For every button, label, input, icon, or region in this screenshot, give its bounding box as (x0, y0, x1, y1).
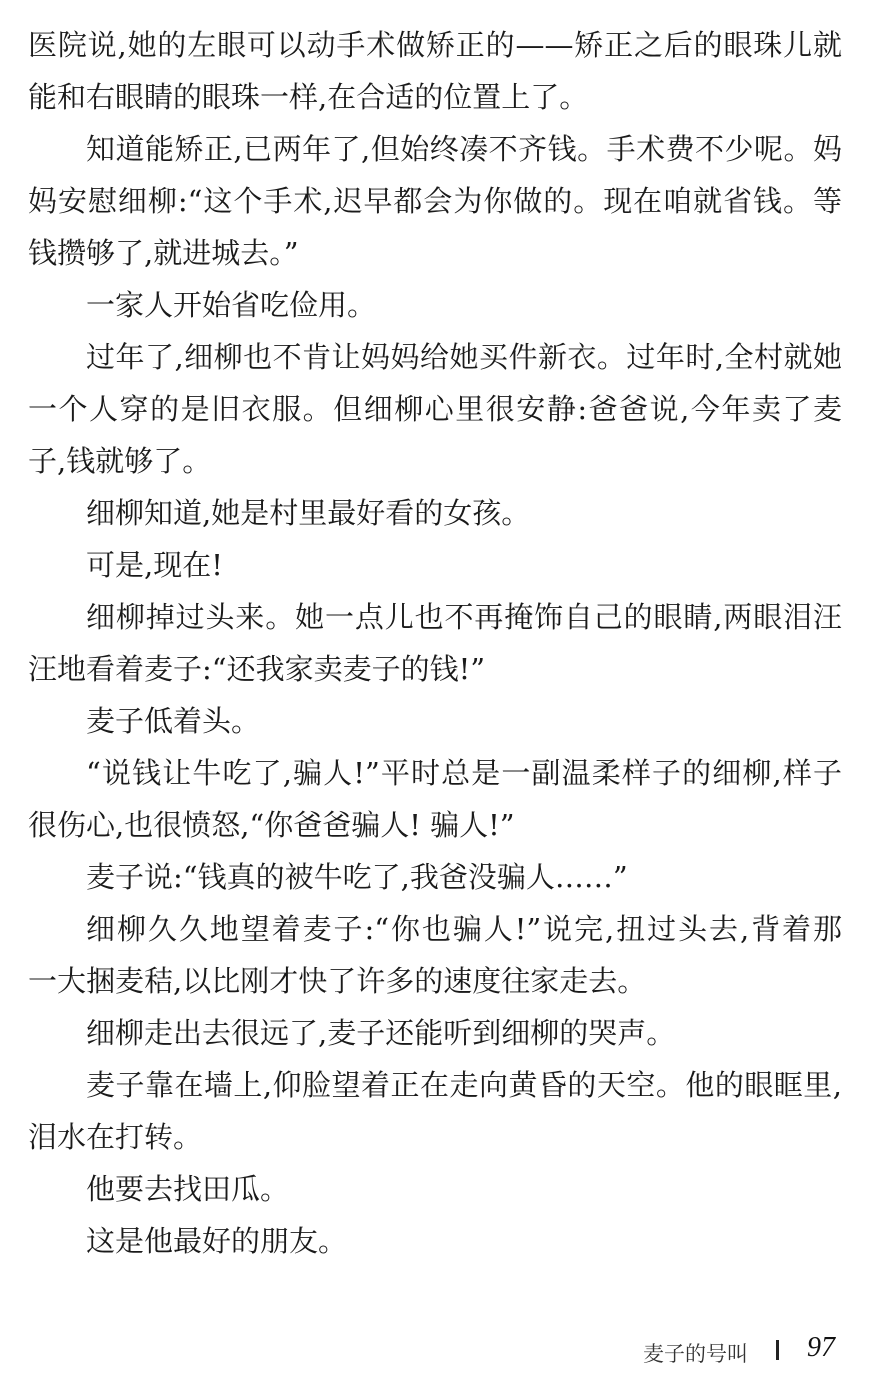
text-line: 妈安慰细柳:“这个手术,迟早都会为你做的。现在咱就省钱。等 (28, 184, 842, 218)
running-title: 麦子的号叫 (643, 1342, 748, 1366)
paragraph (28, 591, 842, 695)
paragraph (28, 1059, 842, 1163)
text-line: 很伤心,也很愤怒,“你爸爸骗人! 骗人!” (28, 808, 515, 842)
text-line: 他要去找田瓜。 (86, 1172, 290, 1206)
paragraph (28, 903, 842, 1007)
text-line: 一家人开始省吃俭用。 (86, 288, 377, 322)
text-line: 细柳知道,她是村里最好看的女孩。 (86, 496, 531, 530)
text-line: 细柳久久地望着麦子:“你也骗人!”说完,扭过头去,背着那 (86, 912, 842, 946)
paragraph (28, 279, 842, 331)
text-line: 一大捆麦秸,以比刚才快了许多的速度往家走去。 (28, 964, 647, 998)
text-line: 可是,现在! (86, 548, 223, 582)
paragraph (28, 1007, 842, 1059)
paragraph (28, 747, 842, 851)
text-line: 子,钱就够了。 (28, 444, 212, 478)
text-line: 医院说,她的左眼可以动手术做矫正的——矫正之后的眼珠儿就 (28, 28, 842, 62)
paragraph (28, 1163, 842, 1215)
text-line: 一个人穿的是旧衣服。但细柳心里很安静:爸爸说,今年卖了麦 (28, 392, 842, 426)
text-line: 这是他最好的朋友。 (86, 1224, 348, 1258)
paragraph (28, 539, 842, 591)
text-line: 麦子靠在墙上,仰脸望着正在走向黄昏的天空。他的眼眶里, (86, 1068, 842, 1102)
paragraph (28, 1215, 842, 1267)
page-footer (0, 1332, 872, 1372)
text-line: 汪地看着麦子:“还我家卖麦子的钱!” (28, 652, 486, 686)
page-number: 97 (807, 1332, 835, 1363)
paragraph (28, 851, 842, 903)
paragraph (28, 695, 842, 747)
footer-divider (776, 1340, 779, 1360)
paragraph (28, 331, 842, 487)
text-line: 钱攒够了,就进城去。” (28, 236, 299, 270)
paragraph (28, 123, 842, 279)
text-line: 细柳掉过头来。她一点儿也不再掩饰自己的眼睛,两眼泪汪 (86, 600, 842, 634)
text-line: 麦子低着头。 (86, 704, 261, 738)
text-line: 能和右眼睛的眼珠一样,在合适的位置上了。 (28, 80, 589, 114)
paragraph (28, 487, 842, 539)
text-line: “说钱让牛吃了,骗人!”平时总是一副温柔样子的细柳,样子 (86, 756, 842, 790)
paragraph (28, 19, 842, 123)
body-text (28, 19, 842, 1267)
text-line: 泪水在打转。 (28, 1120, 203, 1154)
text-line: 麦子说:“钱真的被牛吃了,我爸没骗人……” (86, 860, 628, 894)
text-line: 细柳走出去很远了,麦子还能听到细柳的哭声。 (86, 1016, 676, 1050)
text-line: 过年了,细柳也不肯让妈妈给她买件新衣。过年时,全村就她 (86, 340, 842, 374)
text-line: 知道能矫正,已两年了,但始终凑不齐钱。手术费不少呢。妈 (86, 132, 842, 166)
